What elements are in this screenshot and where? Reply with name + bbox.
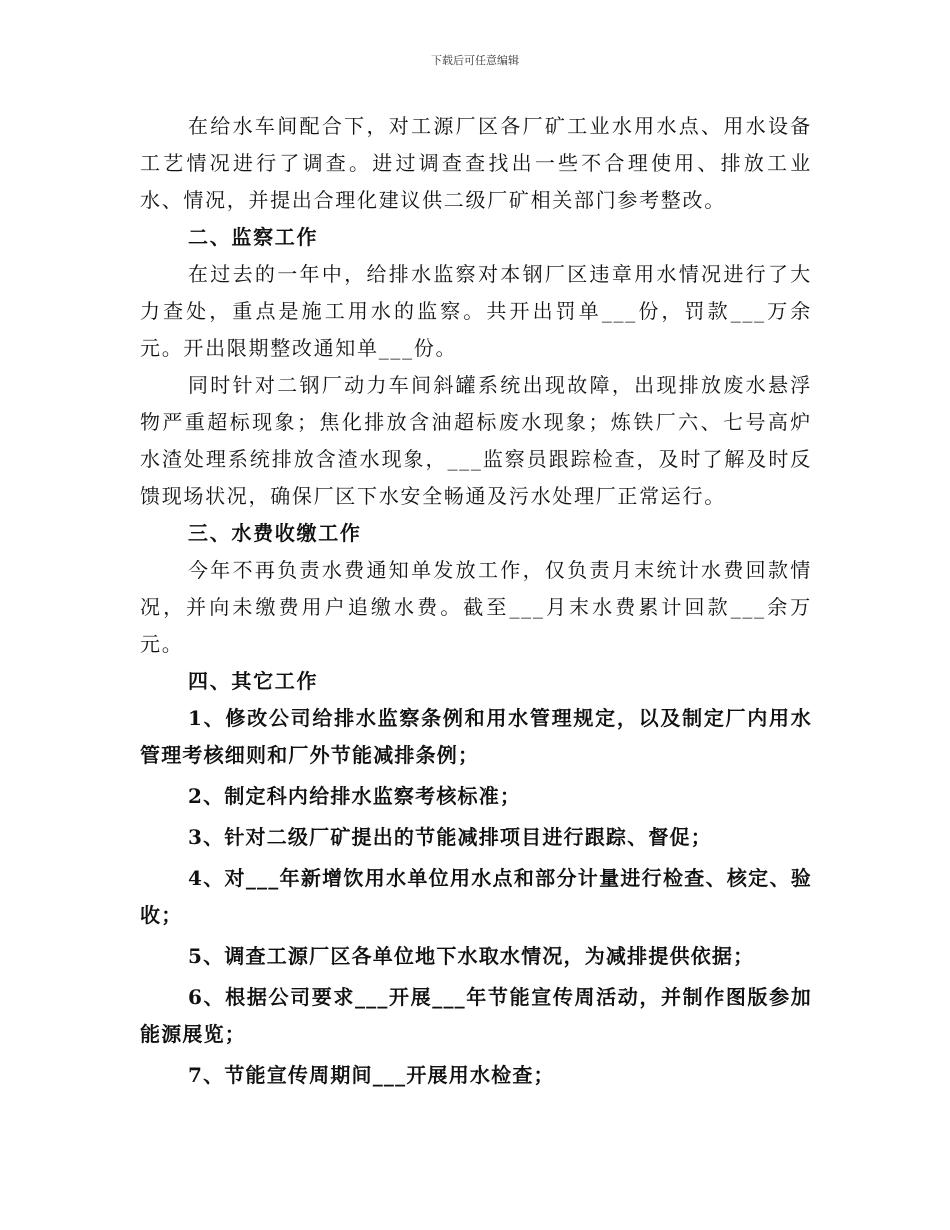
paragraph-monitoring: 同时针对二钢厂动力车间斜罐系统出现故障，出现排放废水悬浮物严重超标现象；焦化排放含油超标废水现象；炼铁厂六、七号高炉水渣处理系统排放含渣水现象，___监察员跟踪检查，及时了解及时反馈现场状况，确保厂区下水安全畅通及污水处理厂正常运行。 xyxy=(140,373,812,508)
list-item: 3、针对二级厂矿提出的节能减排项目进行跟踪、督促； xyxy=(188,825,712,849)
section-heading-fee-collection: 三、水费收缴工作 xyxy=(188,521,362,545)
paragraph-water-inspection: 在给水车间配合下，对工源厂区各厂矿工业水用水点、用水设备工艺情况进行了调查。进过调查查找出一些不合理使用、排放工业水、情况，并提出合理化建议供二级厂矿相关部门参考整改。 xyxy=(140,114,812,212)
list-item: 2、制定科内给排水监察考核标准； xyxy=(188,784,522,808)
list-item: 4、对___年新增饮用水单位用水点和部分计量进行检查、核定、验收； xyxy=(140,866,812,927)
section-heading-other-work: 四、其它工作 xyxy=(188,669,319,693)
list-item: 1、修改公司给排水监察条例和用水管理规定，以及制定厂内用水管理考核细则和厂外节能减排条例； xyxy=(140,706,812,767)
list-item: 7、节能宣传周期间___开展用水检查； xyxy=(188,1063,555,1087)
paragraph-supervision: 在过去的一年中，给排水监察对本钢厂区违章用水情况进行了大力查处，重点是施工用水的监察。共开出罚单___份，罚款___万余元。开出限期整改通知单___份。 xyxy=(140,262,812,360)
page-header: 下载后可任意编辑 xyxy=(431,54,519,67)
section-heading-supervision: 二、监察工作 xyxy=(188,225,319,249)
list-item: 6、根据公司要求___开展___年节能宣传周活动，并制作图版参加能源展览； xyxy=(140,985,812,1046)
list-item: 5、调查工源厂区各单位地下水取水情况，为减排提供依据； xyxy=(188,944,755,968)
document-body xyxy=(140,108,812,1094)
paragraph-fee-collection: 今年不再负责水费通知单发放工作，仅负责月末统计水费回款情况，并向未缴费用户追缴水费。截至___月末水费累计回款___余万元。 xyxy=(140,558,812,656)
